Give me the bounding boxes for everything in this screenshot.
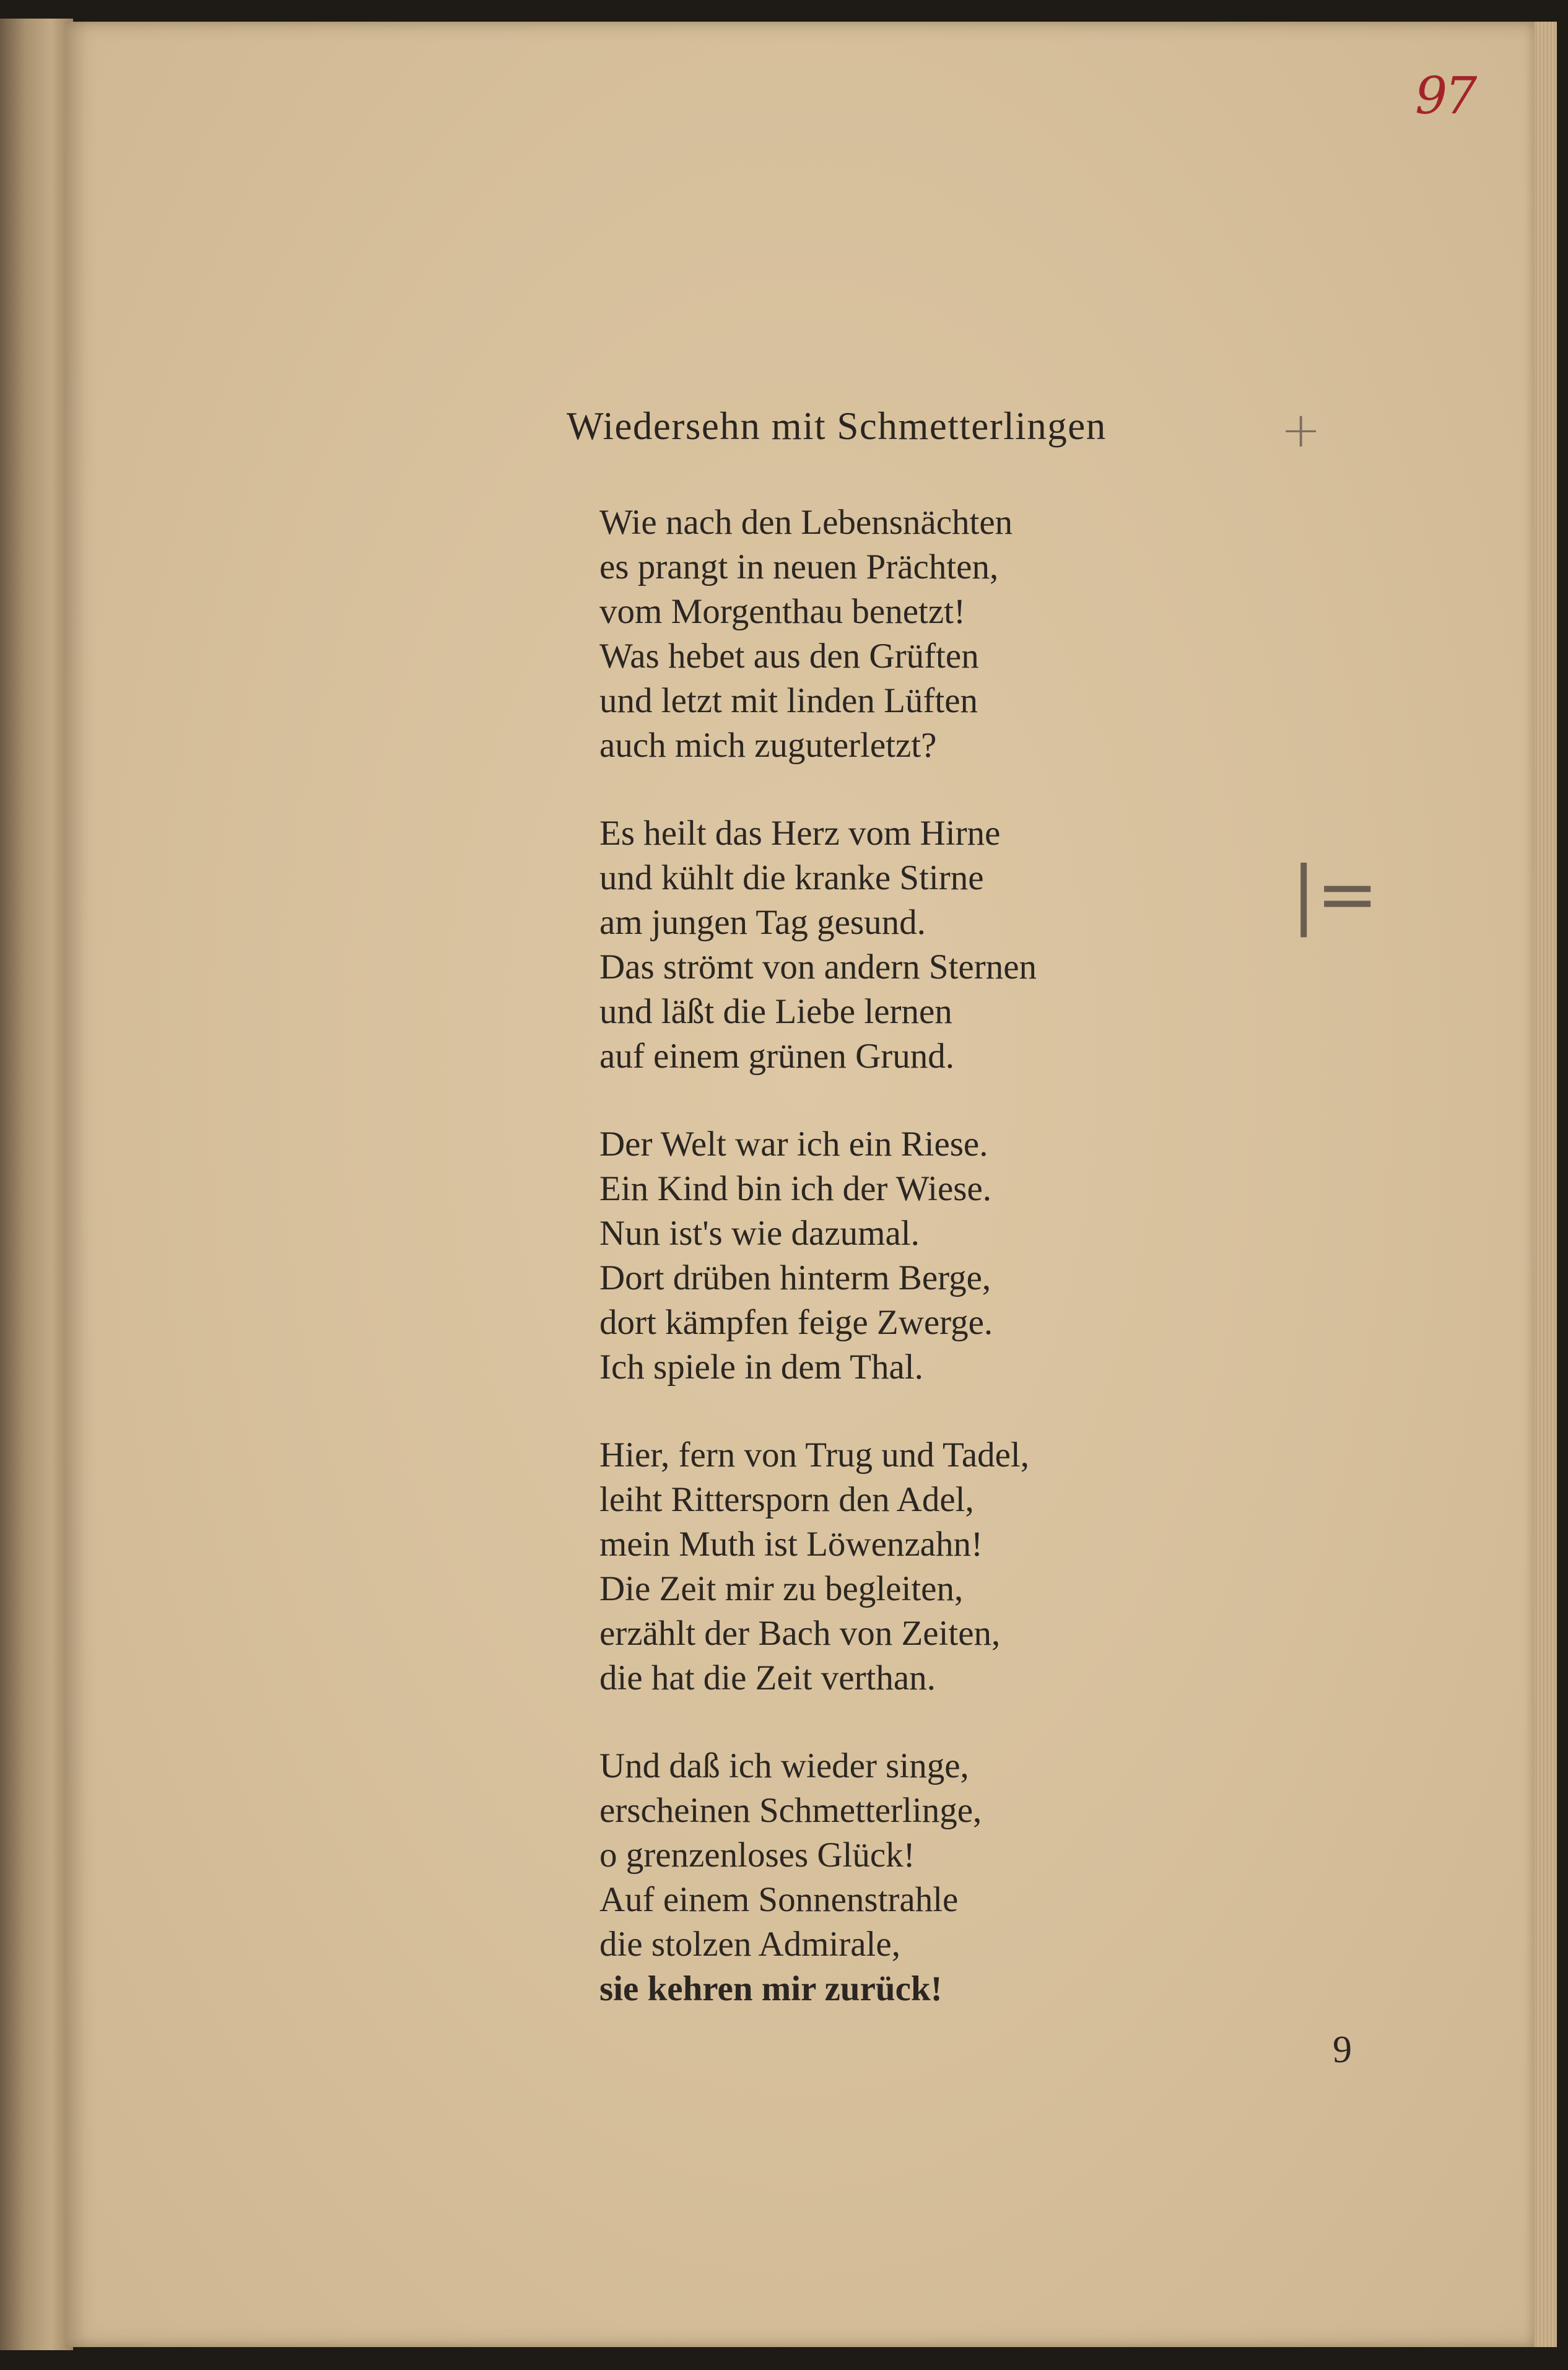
verse-line: Ein Kind bin ich der Wiese. [599,1169,992,1208]
stanza-5 [599,1744,1037,2011]
pencil-plus-mark: + [1281,403,1322,458]
verse-line: Dort drüben hinterm Berge, [599,1258,991,1297]
verse-line: Das strömt von andern Sternen [599,948,1037,987]
verse-line: und kühlt die kranke Stirne [599,858,984,897]
stanza-2 [599,811,1037,1079]
poem-title: Wiedersehn mit Schmetterlingen [567,404,1107,448]
verse-line: Nun ist's wie dazumal. [599,1214,920,1253]
verse-line: Auf einem Sonnenstrahle [599,1880,959,1919]
stanza-3 [599,1122,1037,1390]
verse-line: Was hebet aus den Grüften [599,637,979,676]
verse-line: die hat die Zeit verthan. [599,1658,936,1697]
verse-line: Die Zeit mir zu begleiten, [599,1569,964,1608]
verse-line: erzählt der Bach von Zeiten, [599,1614,1001,1653]
handwritten-folio-number: 97 [1415,67,1475,126]
verse-line: am jungen Tag gesund. [599,903,926,942]
verse-line: Es heilt das Herz vom Hirne [599,814,1001,853]
verse-line: o grenzenloses Glück! [599,1836,915,1875]
verse-line: und läßt die Liebe lernen [599,992,952,1031]
verse-line: es prangt in neuen Prächten, [599,547,999,586]
verse-line: leiht Rittersporn den Adel, [599,1480,974,1519]
stanza-1 [599,500,1037,768]
verse-line: die stolzen Admirale, [599,1925,900,1964]
verse-line: vom Morgenthau benetzt! [599,592,965,631]
verse-line: Ich spiele in dem Thal. [599,1348,923,1387]
verse-line: Der Welt war ich ein Riese. [599,1125,988,1164]
verse-line: mein Muth ist Löwenzahn! [599,1525,983,1564]
poem-body [599,500,1037,2011]
verse-line: sie kehren mir zurück! [599,1969,943,2008]
verse-line: Und daß ich wieder singe, [599,1746,969,1785]
verse-line: Hier, fern von Trug und Tadel, [599,1436,1030,1475]
verse-line: auf einem grünen Grund. [599,1037,954,1076]
pencil-margin-mark: |= [1291,852,1379,938]
page-edge [1535,22,1557,2347]
verse-line: auch mich zuguterletzt? [599,726,937,765]
book-spine [0,19,73,2350]
verse-line: dort kämpfen feige Zwerge. [599,1303,993,1342]
stanza-4 [599,1433,1037,1701]
verse-line: Wie nach den Lebensnächten [599,503,1013,542]
page-number: 9 [1333,2029,1352,2071]
verse-line: und letzt mit linden Lüften [599,681,978,720]
verse-line: erscheinen Schmetterlinge, [599,1791,982,1830]
